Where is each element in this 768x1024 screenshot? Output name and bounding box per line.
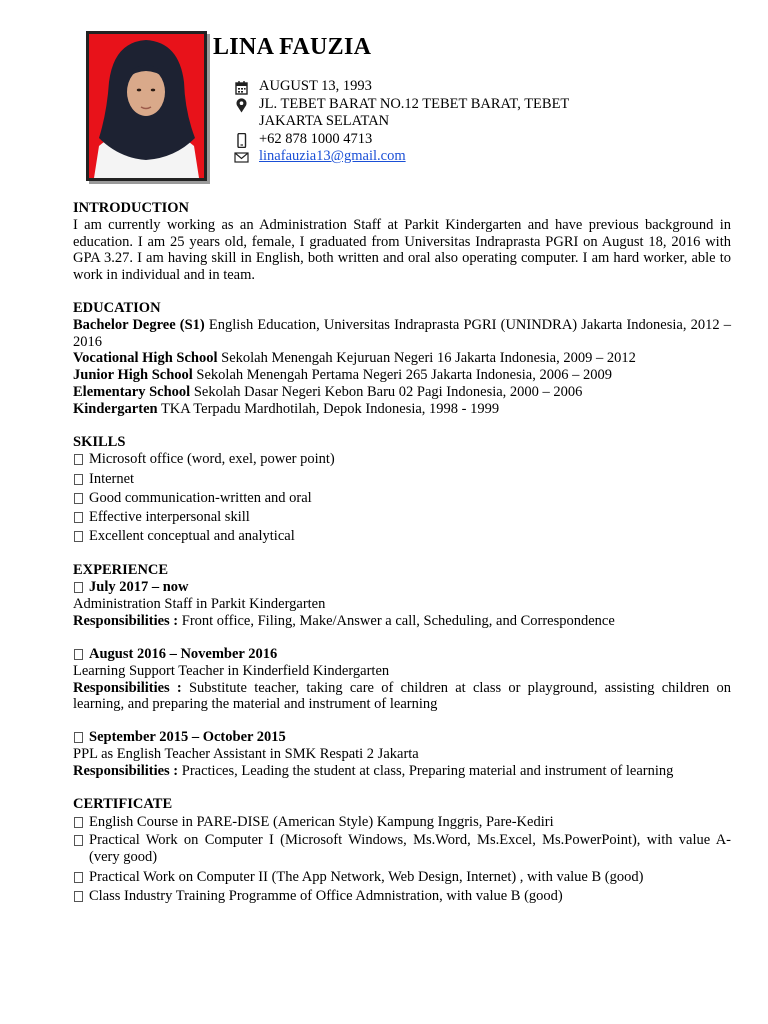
period-text: September 2015 – October 2015 (89, 729, 286, 746)
education-item (73, 401, 731, 418)
experience-period (73, 579, 731, 596)
introduction-text: I am currently working as an Administration Staff at Parkit Kindergarten and have previous background in education. I am 25 years old, female, I graduated from Universitas Indraprasta PGRI on August 18, 2016 with GPA 3.27. I am having skill in English, both written and oral also operating computer. I am hard worker, able to work in individual and in team. (73, 216, 731, 284)
envelope-icon (234, 150, 250, 165)
birthdate-text: AUGUST 13, 1993 (259, 78, 372, 94)
bullet-box-icon (74, 649, 83, 660)
experience-responsibilities (73, 680, 731, 714)
location-pin-icon (234, 98, 250, 113)
education-item (73, 350, 731, 367)
email-row (234, 148, 654, 166)
bullet-box-icon (74, 474, 83, 485)
experience-item (73, 646, 731, 713)
skill-text: Good communication-written and oral (89, 489, 312, 506)
experience-role: PPL as English Teacher Assistant in SMK Respati 2 Jakarta (73, 746, 419, 763)
responsibilities-label: Responsibilities : (73, 762, 179, 779)
introduction-heading: INTRODUCTION (73, 200, 190, 216)
education-heading: EDUCATION (73, 299, 161, 316)
introduction-section (73, 200, 731, 284)
period-text: August 2016 – November 2016 (89, 645, 278, 662)
skill-item (73, 489, 731, 508)
responsibilities-label: Responsibilities : (73, 612, 179, 629)
education-detail: TKA Terpadu Mardhotilah, Depok Indonesia, 1998 - 1999 (157, 400, 500, 417)
certificate-heading: CERTIFICATE (73, 795, 173, 812)
education-detail: English Education, Universitas Indraprasta PGRI (UNINDRA) Jakarta Indonesia, 2012 – 2016 (73, 316, 731, 350)
responsibilities-text: Substitute teacher, taking care of children at class or playground, assisting children on learning, and preparing the material and instrument of learning (73, 679, 731, 713)
responsibilities-text: Practices, Leading the student at class, Preparing material and instrument of learning (178, 762, 674, 779)
skill-item (73, 527, 731, 546)
certificate-text: Practical Work on Computer I (Microsoft Windows, Ms.Word, Ms.Excel, Ms.PowerPoint), with value A- (very good) (89, 831, 731, 865)
education-level: Vocational High School (73, 350, 218, 367)
certificate-text: Class Industry Training Programme of Office Admnistration, with value B (good) (89, 887, 563, 904)
education-detail: Sekolah Dasar Negeri Kebon Baru 02 Pagi Indonesia, 2000 – 2006 (190, 383, 583, 400)
phone-text: +62 878 1000 4713 (259, 130, 373, 147)
experience-item (73, 579, 731, 630)
certificate-text: English Course in PARE-DISE (American Style) Kampung Inggris, Pare-Kediri (89, 813, 554, 830)
education-level: Bachelor Degree (S1) (73, 316, 205, 333)
responsibilities-text: Front office, Filing, Make/Answer a call, Scheduling, and Correspondence (178, 612, 615, 629)
address-line-2: JAKARTA SELATAN (259, 113, 390, 129)
certificate-item (73, 887, 731, 906)
skill-item (73, 508, 731, 527)
education-detail: Sekolah Menengah Pertama Negeri 265 Jakarta Indonesia, 2006 – 2009 (192, 367, 612, 384)
education-level: Elementary School (73, 383, 191, 400)
experience-role: Learning Support Teacher in Kinderfield Kindergarten (73, 662, 390, 679)
bullet-box-icon (74, 454, 83, 465)
skills-heading: SKILLS (73, 433, 126, 450)
skill-item (73, 470, 731, 489)
bullet-box-icon (74, 512, 83, 523)
education-item (73, 317, 731, 351)
skill-text: Effective interpersonal skill (89, 508, 250, 525)
bullet-box-icon (74, 817, 83, 828)
bullet-box-icon (74, 891, 83, 902)
skill-text: Internet (89, 470, 135, 487)
certificate-text: Practical Work on Computer II (The App Network, Web Design, Internet) , with value B (good) (89, 868, 644, 885)
skill-text: Excellent conceptual and analytical (89, 528, 295, 545)
calendar-icon (234, 80, 250, 95)
resume-body (73, 200, 731, 922)
education-section (73, 300, 731, 418)
bullet-box-icon (74, 582, 83, 593)
experience-responsibilities (73, 613, 731, 630)
address-row (234, 96, 654, 131)
skill-text: Microsoft office (word, exel, power point) (89, 451, 335, 468)
experience-period (73, 729, 731, 746)
bullet-box-icon (74, 835, 83, 846)
experience-heading: EXPERIENCE (73, 562, 169, 579)
education-detail: Sekolah Menengah Kejuruan Negeri 16 Jakarta Indonesia, 2009 – 2012 (217, 350, 636, 367)
bullet-box-icon (74, 732, 83, 743)
education-level: Kindergarten (73, 400, 158, 417)
address-line-1: JL. TEBET BARAT NO.12 TEBET BARAT, TEBET (259, 95, 570, 112)
education-item (73, 384, 731, 401)
responsibilities-label: Responsibilities : (73, 679, 182, 696)
certificate-item (73, 832, 731, 866)
candidate-name: LINA FAUZIA (213, 34, 372, 60)
email-link[interactable]: linafauzia13@gmail.com (259, 148, 406, 164)
certificate-section (73, 796, 731, 906)
birthdate-row (234, 78, 654, 96)
skills-section (73, 434, 731, 547)
period-text: July 2017 – now (89, 579, 189, 596)
phone-row (234, 131, 654, 149)
experience-item (73, 729, 731, 780)
contact-info (234, 78, 654, 166)
certificate-item (73, 868, 731, 887)
skill-item (73, 450, 731, 469)
experience-role: Administration Staff in Parkit Kindergarten (73, 596, 326, 613)
bullet-box-icon (74, 493, 83, 504)
education-item (73, 367, 731, 384)
portrait-image (89, 34, 204, 178)
profile-photo (86, 31, 207, 181)
experience-period (73, 646, 731, 663)
education-level: Junior High School (73, 367, 193, 384)
bullet-box-icon (74, 872, 83, 883)
experience-section (73, 562, 731, 779)
phone-icon (234, 133, 250, 148)
bullet-box-icon (74, 531, 83, 542)
certificate-item (73, 813, 731, 832)
experience-responsibilities (73, 763, 731, 780)
